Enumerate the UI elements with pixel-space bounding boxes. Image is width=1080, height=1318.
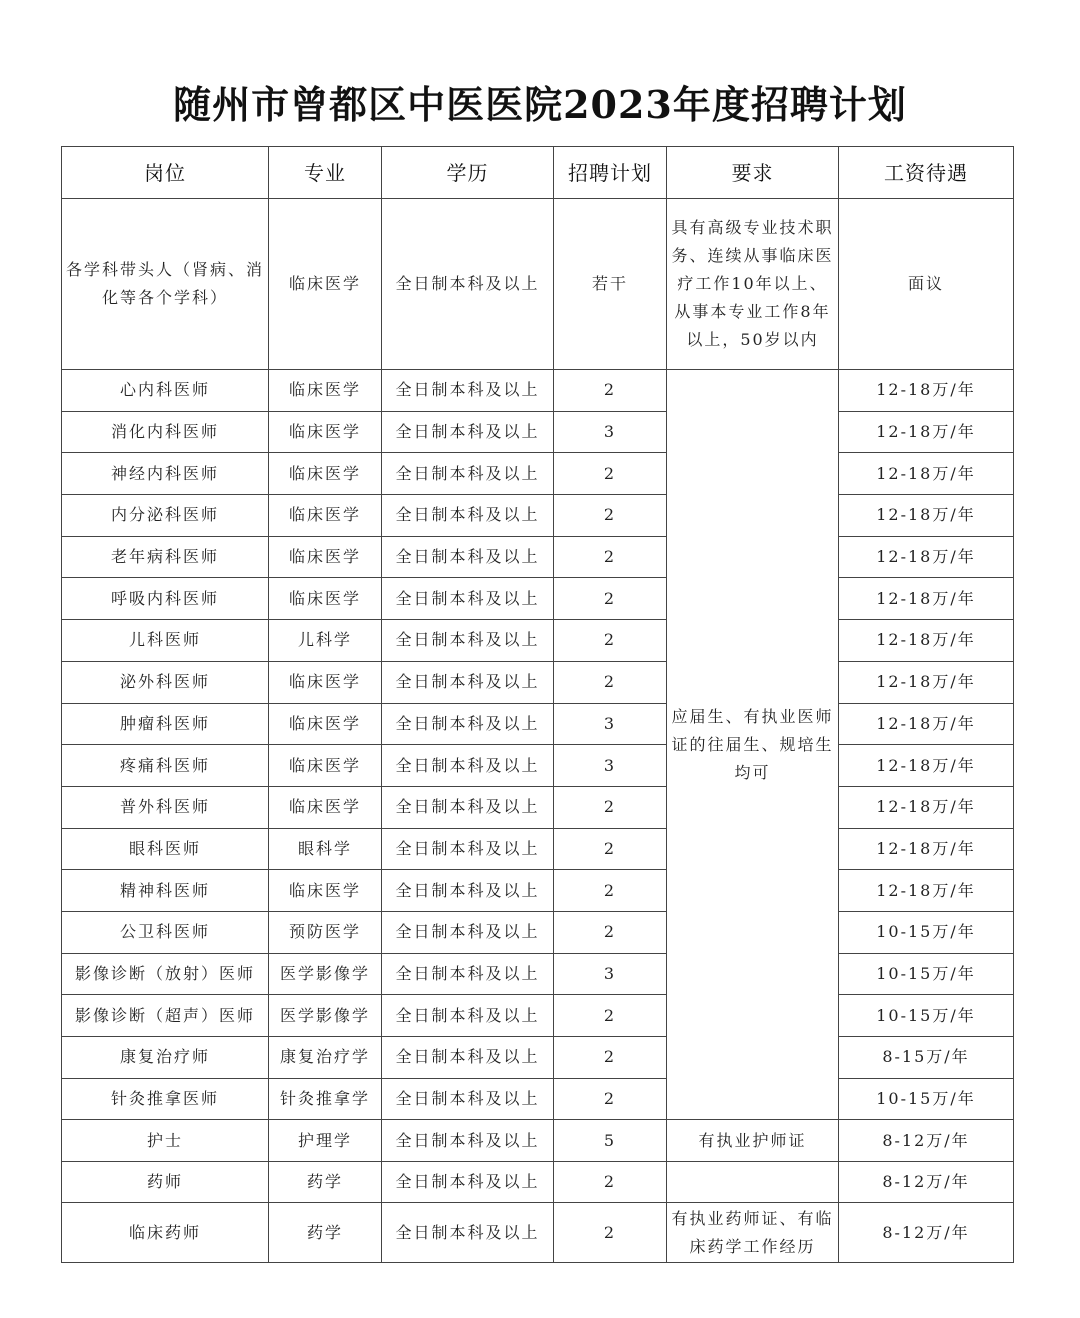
table-row [62, 411, 1014, 453]
salary-cell: 10-15万/年 [839, 1078, 1014, 1120]
major-cell: 药学 [269, 1162, 382, 1203]
position-cell: 临床药师 [62, 1203, 269, 1263]
position-cell: 精神科医师 [62, 870, 269, 912]
header-row [62, 147, 1014, 199]
requirement-cell: 具有高级专业技术职务、连续从事临床医疗工作10年以上、从事本专业工作8年以上，50岁以内 [667, 199, 839, 370]
salary-cell: 8-12万/年 [839, 1120, 1014, 1162]
position-cell: 老年病科医师 [62, 536, 269, 578]
education-cell: 全日制本科及以上 [382, 703, 554, 745]
position-cell: 呼吸内科医师 [62, 578, 269, 620]
count-cell: 2 [554, 911, 667, 953]
requirement-cell [667, 1162, 839, 1203]
salary-cell: 12-18万/年 [839, 661, 1014, 703]
position-cell: 普外科医师 [62, 786, 269, 828]
count-cell: 3 [554, 411, 667, 453]
table-row [62, 703, 1014, 745]
count-cell: 2 [554, 661, 667, 703]
count-cell: 2 [554, 620, 667, 662]
education-cell: 全日制本科及以上 [382, 1162, 554, 1203]
table-row [62, 828, 1014, 870]
count-cell: 2 [554, 1078, 667, 1120]
salary-cell: 12-18万/年 [839, 536, 1014, 578]
position-cell: 内分泌科医师 [62, 495, 269, 537]
count-cell: 2 [554, 995, 667, 1037]
table-row [62, 953, 1014, 995]
salary-cell: 12-18万/年 [839, 828, 1014, 870]
table-row [62, 620, 1014, 662]
major-cell: 临床医学 [269, 703, 382, 745]
table-row [62, 786, 1014, 828]
major-cell: 护理学 [269, 1120, 382, 1162]
major-cell: 临床医学 [269, 786, 382, 828]
major-cell: 眼科学 [269, 828, 382, 870]
position-cell: 药师 [62, 1162, 269, 1203]
major-cell: 临床医学 [269, 411, 382, 453]
count-cell: 3 [554, 745, 667, 787]
table-row [62, 1203, 1014, 1263]
major-cell: 临床医学 [269, 495, 382, 537]
education-cell: 全日制本科及以上 [382, 1203, 554, 1263]
table-row [62, 495, 1014, 537]
column-header: 岗位 [62, 147, 269, 199]
count-cell: 2 [554, 1037, 667, 1079]
position-cell: 肿瘤科医师 [62, 703, 269, 745]
education-cell: 全日制本科及以上 [382, 620, 554, 662]
table-row [62, 453, 1014, 495]
major-cell: 医学影像学 [269, 953, 382, 995]
salary-cell: 12-18万/年 [839, 745, 1014, 787]
education-cell: 全日制本科及以上 [382, 1037, 554, 1079]
table-row [62, 745, 1014, 787]
major-cell: 儿科学 [269, 620, 382, 662]
major-cell: 临床医学 [269, 745, 382, 787]
salary-cell: 10-15万/年 [839, 995, 1014, 1037]
table-row [62, 1037, 1014, 1079]
education-cell: 全日制本科及以上 [382, 661, 554, 703]
major-cell: 临床医学 [269, 578, 382, 620]
table-row [62, 995, 1014, 1037]
count-cell: 2 [554, 578, 667, 620]
major-cell: 临床医学 [269, 199, 382, 370]
position-cell: 泌外科医师 [62, 661, 269, 703]
major-cell: 临床医学 [269, 870, 382, 912]
salary-cell: 12-18万/年 [839, 370, 1014, 412]
salary-cell: 12-18万/年 [839, 703, 1014, 745]
major-cell: 医学影像学 [269, 995, 382, 1037]
education-cell: 全日制本科及以上 [382, 828, 554, 870]
column-header: 学历 [382, 147, 554, 199]
salary-cell: 10-15万/年 [839, 953, 1014, 995]
table-row [62, 1078, 1014, 1120]
education-cell: 全日制本科及以上 [382, 745, 554, 787]
position-cell: 眼科医师 [62, 828, 269, 870]
education-cell: 全日制本科及以上 [382, 1120, 554, 1162]
requirement-cell: 应届生、有执业医师证的往届生、规培生均可 [667, 370, 839, 1120]
position-cell: 影像诊断（超声）医师 [62, 995, 269, 1037]
major-cell: 临床医学 [269, 453, 382, 495]
education-cell: 全日制本科及以上 [382, 453, 554, 495]
page-title: 随州市曾都区中医医院2023年度招聘计划 [173, 82, 907, 127]
count-cell: 若干 [554, 199, 667, 370]
table-row [62, 199, 1014, 370]
major-cell: 针灸推拿学 [269, 1078, 382, 1120]
salary-cell: 12-18万/年 [839, 411, 1014, 453]
education-cell: 全日制本科及以上 [382, 953, 554, 995]
salary-cell: 12-18万/年 [839, 620, 1014, 662]
education-cell: 全日制本科及以上 [382, 911, 554, 953]
count-cell: 2 [554, 1203, 667, 1263]
major-cell: 药学 [269, 1203, 382, 1263]
salary-cell: 12-18万/年 [839, 453, 1014, 495]
education-cell: 全日制本科及以上 [382, 536, 554, 578]
column-header: 要求 [667, 147, 839, 199]
education-cell: 全日制本科及以上 [382, 495, 554, 537]
salary-cell: 12-18万/年 [839, 870, 1014, 912]
table-row [62, 1162, 1014, 1203]
education-cell: 全日制本科及以上 [382, 199, 554, 370]
position-cell: 公卫科医师 [62, 911, 269, 953]
education-cell: 全日制本科及以上 [382, 1078, 554, 1120]
table-row [62, 911, 1014, 953]
salary-cell: 10-15万/年 [839, 911, 1014, 953]
major-cell: 临床医学 [269, 661, 382, 703]
education-cell: 全日制本科及以上 [382, 578, 554, 620]
count-cell: 2 [554, 370, 667, 412]
table-row [62, 1120, 1014, 1162]
major-cell: 临床医学 [269, 536, 382, 578]
table-row [62, 661, 1014, 703]
salary-cell: 12-18万/年 [839, 786, 1014, 828]
salary-cell: 12-18万/年 [839, 495, 1014, 537]
major-cell: 预防医学 [269, 911, 382, 953]
requirement-cell: 有执业药师证、有临床药学工作经历 [667, 1203, 839, 1263]
count-cell: 2 [554, 536, 667, 578]
table-row [62, 370, 1014, 412]
recruitment-table [61, 146, 1014, 1263]
count-cell: 2 [554, 495, 667, 537]
salary-cell: 12-18万/年 [839, 578, 1014, 620]
count-cell: 3 [554, 703, 667, 745]
position-cell: 儿科医师 [62, 620, 269, 662]
requirement-cell: 有执业护师证 [667, 1120, 839, 1162]
table-row [62, 536, 1014, 578]
salary-cell: 8-15万/年 [839, 1037, 1014, 1079]
position-cell: 疼痛科医师 [62, 745, 269, 787]
column-header: 工资待遇 [839, 147, 1014, 199]
position-cell: 针灸推拿医师 [62, 1078, 269, 1120]
education-cell: 全日制本科及以上 [382, 995, 554, 1037]
position-cell: 神经内科医师 [62, 453, 269, 495]
position-cell: 康复治疗师 [62, 1037, 269, 1079]
position-cell: 心内科医师 [62, 370, 269, 412]
major-cell: 临床医学 [269, 370, 382, 412]
count-cell: 3 [554, 953, 667, 995]
position-cell: 影像诊断（放射）医师 [62, 953, 269, 995]
count-cell: 2 [554, 1162, 667, 1203]
salary-cell: 8-12万/年 [839, 1203, 1014, 1263]
count-cell: 2 [554, 828, 667, 870]
education-cell: 全日制本科及以上 [382, 411, 554, 453]
column-header: 招聘计划 [554, 147, 667, 199]
salary-cell: 面议 [839, 199, 1014, 370]
major-cell: 康复治疗学 [269, 1037, 382, 1079]
table-row [62, 578, 1014, 620]
salary-cell: 8-12万/年 [839, 1162, 1014, 1203]
table-row [62, 870, 1014, 912]
count-cell: 5 [554, 1120, 667, 1162]
position-cell: 消化内科医师 [62, 411, 269, 453]
position-cell: 各学科带头人（肾病、消化等各个学科） [62, 199, 269, 370]
education-cell: 全日制本科及以上 [382, 786, 554, 828]
column-header: 专业 [269, 147, 382, 199]
count-cell: 2 [554, 453, 667, 495]
education-cell: 全日制本科及以上 [382, 370, 554, 412]
position-cell: 护士 [62, 1120, 269, 1162]
education-cell: 全日制本科及以上 [382, 870, 554, 912]
count-cell: 2 [554, 870, 667, 912]
count-cell: 2 [554, 786, 667, 828]
